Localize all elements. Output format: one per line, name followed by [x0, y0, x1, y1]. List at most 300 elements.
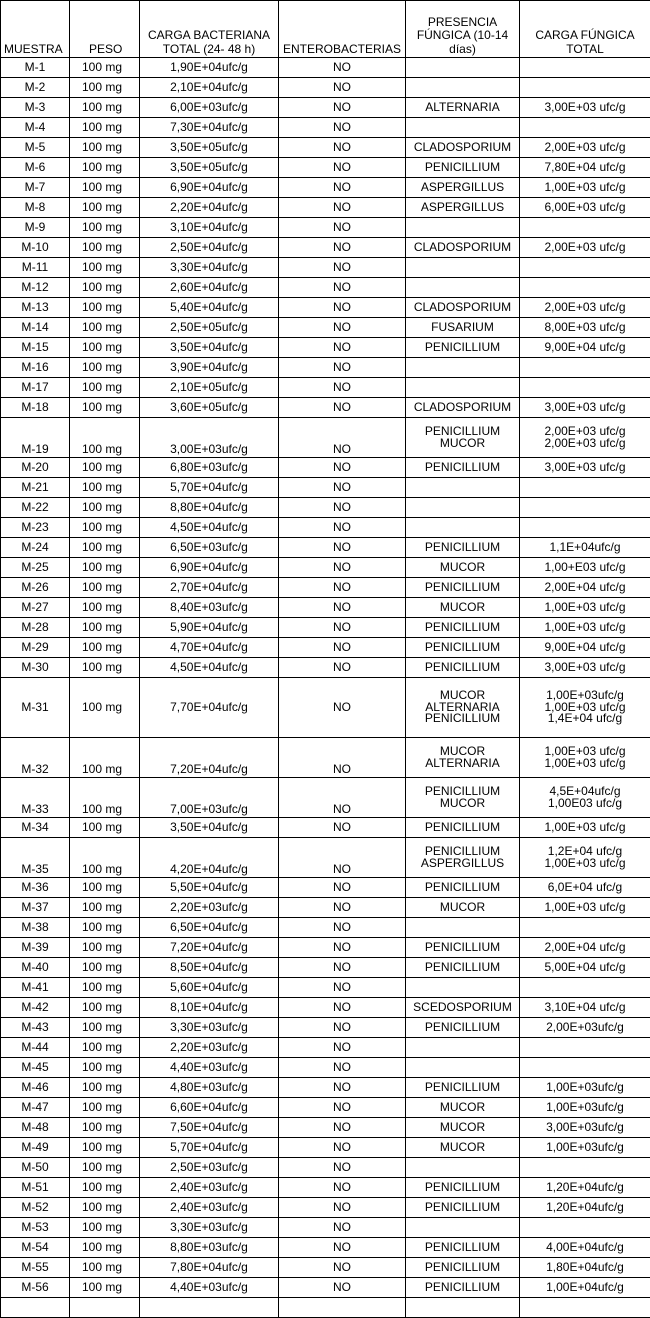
- fungus-name: PENICILLIUM: [408, 822, 517, 834]
- cell-enterobacterias: NO: [279, 1138, 406, 1158]
- cell-enterobacterias: NO: [279, 818, 406, 838]
- cell-carga-fungica: [520, 1258, 650, 1278]
- cell-peso: 100 mg: [70, 378, 140, 398]
- header-row: [1, 1, 650, 58]
- cell-peso: 100 mg: [70, 198, 140, 218]
- cell-presencia-fungica: [406, 778, 520, 818]
- cell-enterobacterias: NO: [279, 1238, 406, 1258]
- cell-presencia-fungica: [406, 1178, 520, 1198]
- table-row: [1, 1078, 650, 1098]
- cell-muestra: M-6: [1, 158, 70, 178]
- cell-muestra: M-12: [1, 278, 70, 298]
- cell-muestra: M-40: [1, 958, 70, 978]
- fungus-name: PENICILLIUM: [408, 162, 517, 174]
- cell-carga-bacteriana: 4,50E+04ufc/g: [140, 658, 279, 678]
- cell-carga-fungica: [520, 678, 650, 738]
- cell-muestra: M-25: [1, 558, 70, 578]
- cell-peso: 100 mg: [70, 458, 140, 478]
- fungus-name: PENICILLIUM: [408, 342, 517, 354]
- fungal-load-value: 3,00E+03ufc/g: [522, 1122, 648, 1134]
- cell-carga-bacteriana: 3,10E+04ufc/g: [140, 218, 279, 238]
- cell-peso: 100 mg: [70, 358, 140, 378]
- cell-peso: 100 mg: [70, 98, 140, 118]
- fungal-load-value: 3,00E+03 ufc/g: [522, 102, 648, 114]
- fungal-load-value: 4,00E+04ufc/g: [522, 1242, 648, 1254]
- cell-carga-fungica: [520, 378, 650, 398]
- cell-carga-fungica: [520, 1218, 650, 1238]
- cell-enterobacterias: NO: [279, 1258, 406, 1278]
- cell-muestra: M-48: [1, 1118, 70, 1138]
- table-row: [1, 838, 650, 878]
- cell-presencia-fungica: [406, 818, 520, 838]
- cell-peso: 100 mg: [70, 618, 140, 638]
- cell-peso: 100 mg: [70, 1018, 140, 1038]
- fungal-load-value: 1,00E+03ufc/g: [522, 1142, 648, 1154]
- cell-peso: 100 mg: [70, 738, 140, 778]
- cell-peso: 100 mg: [70, 918, 140, 938]
- cell-presencia-fungica: [406, 1038, 520, 1058]
- fungus-name: PENICILLIUM: [408, 882, 517, 894]
- cell-carga-bacteriana: 3,50E+04ufc/g: [140, 338, 279, 358]
- table-row: [1, 198, 650, 218]
- cell-presencia-fungica: [406, 198, 520, 218]
- fungal-load-value: 1,00+E03 ufc/g: [522, 562, 648, 574]
- fungal-load-value: 3,00E+03 ufc/g: [522, 402, 648, 414]
- cell-enterobacterias: NO: [279, 98, 406, 118]
- table-row: [1, 418, 650, 458]
- fungal-load-value: 4,5E+04ufc/g: [522, 786, 648, 798]
- fungal-load-value: 2,00E+04 ufc/g: [522, 582, 648, 594]
- fungus-name: CLADOSPORIUM: [408, 302, 517, 314]
- header-presencia-fungica: PRESENCIA FÚNGICA (10-14 días): [406, 1, 520, 58]
- table-row: [1, 1278, 650, 1298]
- cell-muestra: M-39: [1, 938, 70, 958]
- cell-peso: 100 mg: [70, 638, 140, 658]
- cell-enterobacterias: NO: [279, 338, 406, 358]
- cell-enterobacterias: NO: [279, 1198, 406, 1218]
- cell-presencia-fungica: [406, 418, 520, 458]
- fungus-name: CLADOSPORIUM: [408, 402, 517, 414]
- cell-muestra: M-36: [1, 878, 70, 898]
- table-row: [1, 78, 650, 98]
- cell-muestra: M-16: [1, 358, 70, 378]
- cell-enterobacterias: NO: [279, 1058, 406, 1078]
- cell-presencia-fungica: [406, 938, 520, 958]
- cell-peso: 100 mg: [70, 898, 140, 918]
- cell-carga-bacteriana: 3,90E+04ufc/g: [140, 358, 279, 378]
- cell-carga-bacteriana: 8,80E+04ufc/g: [140, 498, 279, 518]
- cell-carga-bacteriana: 7,50E+04ufc/g: [140, 1118, 279, 1138]
- cell-carga-fungica: [520, 518, 650, 538]
- cell-muestra: M-23: [1, 518, 70, 538]
- table-row: [1, 538, 650, 558]
- cell-carga-fungica: [520, 1298, 650, 1318]
- cell-muestra: M-20: [1, 458, 70, 478]
- table-row: [1, 1098, 650, 1118]
- cell-presencia-fungica: [406, 558, 520, 578]
- cell-presencia-fungica: [406, 1018, 520, 1038]
- cell-presencia-fungica: [406, 1098, 520, 1118]
- cell-carga-bacteriana: 8,10E+04ufc/g: [140, 998, 279, 1018]
- cell-carga-fungica: [520, 778, 650, 818]
- cell-muestra: M-18: [1, 398, 70, 418]
- table-row: [1, 358, 650, 378]
- fungus-name: PENICILLIUM: [408, 942, 517, 954]
- fungus-name: PENICILLIUM: [408, 1242, 517, 1254]
- cell-presencia-fungica: [406, 1298, 520, 1318]
- table-row: [1, 1198, 650, 1218]
- table-row: [1, 338, 650, 358]
- cell-presencia-fungica: [406, 338, 520, 358]
- cell-enterobacterias: NO: [279, 1098, 406, 1118]
- cell-enterobacterias: NO: [279, 218, 406, 238]
- cell-carga-bacteriana: 6,80E+03ufc/g: [140, 458, 279, 478]
- cell-muestra: M-22: [1, 498, 70, 518]
- cell-carga-bacteriana: 3,30E+04ufc/g: [140, 258, 279, 278]
- table-row: [1, 1158, 650, 1178]
- cell-carga-bacteriana: 3,30E+03ufc/g: [140, 1218, 279, 1238]
- cell-carga-bacteriana: 8,50E+04ufc/g: [140, 958, 279, 978]
- cell-peso: 100 mg: [70, 678, 140, 738]
- table-body: [1, 58, 650, 1318]
- cell-presencia-fungica: [406, 1118, 520, 1138]
- cell-presencia-fungica: [406, 838, 520, 878]
- cell-muestra: M-49: [1, 1138, 70, 1158]
- cell-muestra: M-47: [1, 1098, 70, 1118]
- cell-enterobacterias: NO: [279, 238, 406, 258]
- cell-presencia-fungica: [406, 538, 520, 558]
- cell-presencia-fungica: [406, 998, 520, 1018]
- fungal-load-value: 1,1E+04ufc/g: [522, 542, 648, 554]
- cell-carga-bacteriana: [140, 1298, 279, 1318]
- table-row: [1, 1258, 650, 1278]
- table-row: [1, 458, 650, 478]
- cell-carga-bacteriana: 2,20E+04ufc/g: [140, 198, 279, 218]
- table-row: [1, 558, 650, 578]
- cell-carga-bacteriana: 6,90E+04ufc/g: [140, 178, 279, 198]
- cell-carga-fungica: [520, 1038, 650, 1058]
- cell-peso: 100 mg: [70, 258, 140, 278]
- cell-carga-bacteriana: 5,70E+04ufc/g: [140, 478, 279, 498]
- header-carga-bacteriana: CARGA BACTERIANA TOTAL (24- 48 h): [140, 1, 279, 58]
- cell-presencia-fungica: [406, 358, 520, 378]
- fungus-name: MUCOR: [408, 602, 517, 614]
- cell-muestra: M-17: [1, 378, 70, 398]
- table-row: [1, 158, 650, 178]
- cell-enterobacterias: NO: [279, 398, 406, 418]
- cell-carga-fungica: [520, 958, 650, 978]
- table-row: [1, 138, 650, 158]
- cell-carga-fungica: [520, 318, 650, 338]
- cell-enterobacterias: NO: [279, 478, 406, 498]
- fungus-name: PENICILLIUM: [408, 642, 517, 654]
- cell-peso: 100 mg: [70, 138, 140, 158]
- cell-peso: 100 mg: [70, 178, 140, 198]
- cell-muestra: M-10: [1, 238, 70, 258]
- fungus-name: CLADOSPORIUM: [408, 242, 517, 254]
- cell-peso: 100 mg: [70, 1258, 140, 1278]
- fungus-name: PENICILLIUM: [408, 426, 517, 438]
- fungus-name: ALTERNARIA: [408, 102, 517, 114]
- cell-carga-fungica: [520, 1138, 650, 1158]
- fungus-name: ASPERGILLUS: [408, 858, 517, 870]
- cell-presencia-fungica: [406, 478, 520, 498]
- cell-enterobacterias: NO: [279, 658, 406, 678]
- table-row: [1, 1038, 650, 1058]
- fungus-name: PENICILLIUM: [408, 1282, 517, 1294]
- cell-presencia-fungica: [406, 178, 520, 198]
- cell-carga-fungica: [520, 218, 650, 238]
- cell-carga-fungica: [520, 198, 650, 218]
- cell-carga-bacteriana: 2,20E+03ufc/g: [140, 1038, 279, 1058]
- cell-presencia-fungica: [406, 878, 520, 898]
- cell-muestra: M-50: [1, 1158, 70, 1178]
- cell-peso: 100 mg: [70, 318, 140, 338]
- fungus-name: MUCOR: [408, 1102, 517, 1114]
- cell-presencia-fungica: [406, 158, 520, 178]
- cell-muestra: M-41: [1, 978, 70, 998]
- cell-muestra: M-7: [1, 178, 70, 198]
- fungal-load-value: 3,00E+03 ufc/g: [522, 462, 648, 474]
- cell-muestra: M-14: [1, 318, 70, 338]
- cell-muestra: M-51: [1, 1178, 70, 1198]
- cell-enterobacterias: NO: [279, 358, 406, 378]
- cell-presencia-fungica: [406, 118, 520, 138]
- fungal-load-value: 1,00E+03 ufc/g: [522, 746, 648, 758]
- cell-enterobacterias: NO: [279, 1178, 406, 1198]
- cell-carga-bacteriana: 4,50E+04ufc/g: [140, 518, 279, 538]
- fungal-load-value: 1,00E+03 ufc/g: [522, 758, 648, 770]
- fungus-name: PENICILLIUM: [408, 1182, 517, 1194]
- cell-peso: 100 mg: [70, 1238, 140, 1258]
- cell-muestra: M-5: [1, 138, 70, 158]
- cell-presencia-fungica: [406, 138, 520, 158]
- table-row: [1, 778, 650, 818]
- fungal-load-value: 1,00E+03ufc/g: [522, 1102, 648, 1114]
- cell-enterobacterias: NO: [279, 178, 406, 198]
- fungal-load-value: 2,00E+04 ufc/g: [522, 942, 648, 954]
- cell-carga-bacteriana: 3,50E+05ufc/g: [140, 158, 279, 178]
- cell-peso: 100 mg: [70, 418, 140, 458]
- cell-peso: 100 mg: [70, 278, 140, 298]
- fungal-load-value: 2,00E+03 ufc/g: [522, 438, 648, 450]
- cell-peso: 100 mg: [70, 958, 140, 978]
- cell-muestra: M-11: [1, 258, 70, 278]
- fungus-name: PENICILLIUM: [408, 1082, 517, 1094]
- cell-carga-fungica: [520, 1198, 650, 1218]
- table-row: [1, 618, 650, 638]
- cell-muestra: M-31: [1, 678, 70, 738]
- header-muestra: MUESTRA: [1, 1, 70, 58]
- cell-presencia-fungica: [406, 678, 520, 738]
- cell-presencia-fungica: [406, 458, 520, 478]
- cell-muestra: [1, 1298, 70, 1318]
- table-row: [1, 98, 650, 118]
- cell-carga-fungica: [520, 258, 650, 278]
- cell-peso: 100 mg: [70, 1078, 140, 1098]
- cell-presencia-fungica: [406, 1278, 520, 1298]
- fungal-load-value: 1,2E+04 ufc/g: [522, 846, 648, 858]
- cell-presencia-fungica: [406, 238, 520, 258]
- fungus-name: ALTERNARIA: [408, 702, 517, 714]
- fungus-name: PENICILLIUM: [408, 962, 517, 974]
- cell-enterobacterias: NO: [279, 878, 406, 898]
- table-row: [1, 578, 650, 598]
- cell-presencia-fungica: [406, 898, 520, 918]
- cell-peso: 100 mg: [70, 1118, 140, 1138]
- cell-enterobacterias: NO: [279, 1278, 406, 1298]
- cell-peso: 100 mg: [70, 1278, 140, 1298]
- cell-presencia-fungica: [406, 598, 520, 618]
- cell-peso: 100 mg: [70, 1138, 140, 1158]
- cell-peso: 100 mg: [70, 658, 140, 678]
- cell-peso: 100 mg: [70, 518, 140, 538]
- fungus-name: PENICILLIUM: [408, 786, 517, 798]
- cell-peso: 100 mg: [70, 558, 140, 578]
- fungal-load-value: 1,00E+03 ufc/g: [522, 622, 648, 634]
- cell-peso: 100 mg: [70, 818, 140, 838]
- cell-carga-fungica: [520, 598, 650, 618]
- cell-muestra: M-55: [1, 1258, 70, 1278]
- cell-enterobacterias: NO: [279, 458, 406, 478]
- cell-peso: 100 mg: [70, 78, 140, 98]
- cell-carga-fungica: [520, 998, 650, 1018]
- cell-carga-bacteriana: 2,20E+03ufc/g: [140, 898, 279, 918]
- table-row: [1, 238, 650, 258]
- table-row: [1, 118, 650, 138]
- cell-peso: 100 mg: [70, 298, 140, 318]
- cell-muestra: M-33: [1, 778, 70, 818]
- cell-muestra: M-29: [1, 638, 70, 658]
- cell-muestra: M-37: [1, 898, 70, 918]
- fungus-name: MUCOR: [408, 798, 517, 810]
- cell-carga-fungica: [520, 638, 650, 658]
- cell-carga-fungica: [520, 838, 650, 878]
- cell-carga-bacteriana: 7,20E+04ufc/g: [140, 938, 279, 958]
- cell-carga-fungica: [520, 538, 650, 558]
- fungal-load-value: 1,00E+03 ufc/g: [522, 602, 648, 614]
- fungus-name: MUCOR: [408, 746, 517, 758]
- fungus-name: SCEDOSPORIUM: [408, 1002, 517, 1014]
- cell-carga-bacteriana: 2,10E+04ufc/g: [140, 78, 279, 98]
- cell-peso: 100 mg: [70, 1058, 140, 1078]
- cell-carga-fungica: [520, 338, 650, 358]
- cell-carga-bacteriana: 2,70E+04ufc/g: [140, 578, 279, 598]
- cell-enterobacterias: NO: [279, 578, 406, 598]
- cell-peso: 100 mg: [70, 838, 140, 878]
- cell-carga-bacteriana: 8,40E+03ufc/g: [140, 598, 279, 618]
- fungus-name: PENICILLIUM: [408, 1202, 517, 1214]
- cell-presencia-fungica: [406, 258, 520, 278]
- fungal-load-value: 1,80E+04ufc/g: [522, 1262, 648, 1274]
- cell-carga-bacteriana: 6,00E+03ufc/g: [140, 98, 279, 118]
- cell-muestra: M-45: [1, 1058, 70, 1078]
- cell-carga-fungica: [520, 478, 650, 498]
- cell-peso: 100 mg: [70, 238, 140, 258]
- cell-muestra: M-26: [1, 578, 70, 598]
- cell-peso: 100 mg: [70, 578, 140, 598]
- cell-peso: 100 mg: [70, 538, 140, 558]
- fungal-load-value: 9,00E+04 ufc/g: [522, 642, 648, 654]
- fungal-load-value: 6,00E+03 ufc/g: [522, 202, 648, 214]
- cell-peso: 100 mg: [70, 58, 140, 78]
- table-row: [1, 878, 650, 898]
- fungal-load-value: 2,00E+03 ufc/g: [522, 302, 648, 314]
- cell-muestra: M-24: [1, 538, 70, 558]
- cell-carga-bacteriana: 5,60E+04ufc/g: [140, 978, 279, 998]
- fungal-load-value: 2,00E+03 ufc/g: [522, 426, 648, 438]
- cell-enterobacterias: NO: [279, 1158, 406, 1178]
- fungus-name: PENICILLIUM: [408, 713, 517, 725]
- cell-muestra: M-53: [1, 1218, 70, 1238]
- fungus-name: CLADOSPORIUM: [408, 142, 517, 154]
- cell-carga-fungica: [520, 398, 650, 418]
- cell-enterobacterias: NO: [279, 258, 406, 278]
- cell-presencia-fungica: [406, 298, 520, 318]
- cell-muestra: M-2: [1, 78, 70, 98]
- cell-muestra: M-42: [1, 998, 70, 1018]
- cell-enterobacterias: NO: [279, 978, 406, 998]
- table-row: [1, 1298, 650, 1318]
- table-row: [1, 478, 650, 498]
- cell-carga-fungica: [520, 358, 650, 378]
- fungus-name: FUSARIUM: [408, 322, 517, 334]
- fungus-name: MUCOR: [408, 1142, 517, 1154]
- cell-carga-bacteriana: 3,00E+03ufc/g: [140, 418, 279, 458]
- cell-muestra: M-54: [1, 1238, 70, 1258]
- cell-carga-fungica: [520, 658, 650, 678]
- cell-muestra: M-52: [1, 1198, 70, 1218]
- cell-peso: 100 mg: [70, 398, 140, 418]
- table-row: [1, 178, 650, 198]
- cell-muestra: M-44: [1, 1038, 70, 1058]
- cell-presencia-fungica: [406, 218, 520, 238]
- table-row: [1, 378, 650, 398]
- cell-enterobacterias: NO: [279, 678, 406, 738]
- cell-carga-fungica: [520, 458, 650, 478]
- cell-peso: 100 mg: [70, 1158, 140, 1178]
- fungal-load-value: 9,00E+04 ufc/g: [522, 342, 648, 354]
- cell-presencia-fungica: [406, 378, 520, 398]
- fungal-load-value: 3,00E+03 ufc/g: [522, 662, 648, 674]
- cell-muestra: M-21: [1, 478, 70, 498]
- cell-peso: 100 mg: [70, 998, 140, 1018]
- cell-enterobacterias: NO: [279, 1038, 406, 1058]
- fungal-load-value: 6,0E+04 ufc/g: [522, 882, 648, 894]
- cell-muestra: M-1: [1, 58, 70, 78]
- table-row: [1, 1118, 650, 1138]
- cell-enterobacterias: NO: [279, 198, 406, 218]
- fungal-load-value: 8,00E+03 ufc/g: [522, 322, 648, 334]
- cell-presencia-fungica: [406, 398, 520, 418]
- cell-muestra: M-34: [1, 818, 70, 838]
- cell-carga-fungica: [520, 818, 650, 838]
- cell-carga-bacteriana: 2,40E+03ufc/g: [140, 1178, 279, 1198]
- cell-presencia-fungica: [406, 1138, 520, 1158]
- cell-enterobacterias: NO: [279, 1018, 406, 1038]
- fungus-name: PENICILLIUM: [408, 582, 517, 594]
- table-row: [1, 1178, 650, 1198]
- cell-muestra: M-3: [1, 98, 70, 118]
- cell-peso: 100 mg: [70, 598, 140, 618]
- header-carga-fungica: CARGA FÚNGICA TOTAL: [520, 1, 650, 58]
- cell-carga-bacteriana: 7,00E+03ufc/g: [140, 778, 279, 818]
- fungal-load-value: 2,00E+03 ufc/g: [522, 142, 648, 154]
- table-row: [1, 518, 650, 538]
- cell-presencia-fungica: [406, 1198, 520, 1218]
- cell-enterobacterias: NO: [279, 618, 406, 638]
- cell-carga-fungica: [520, 58, 650, 78]
